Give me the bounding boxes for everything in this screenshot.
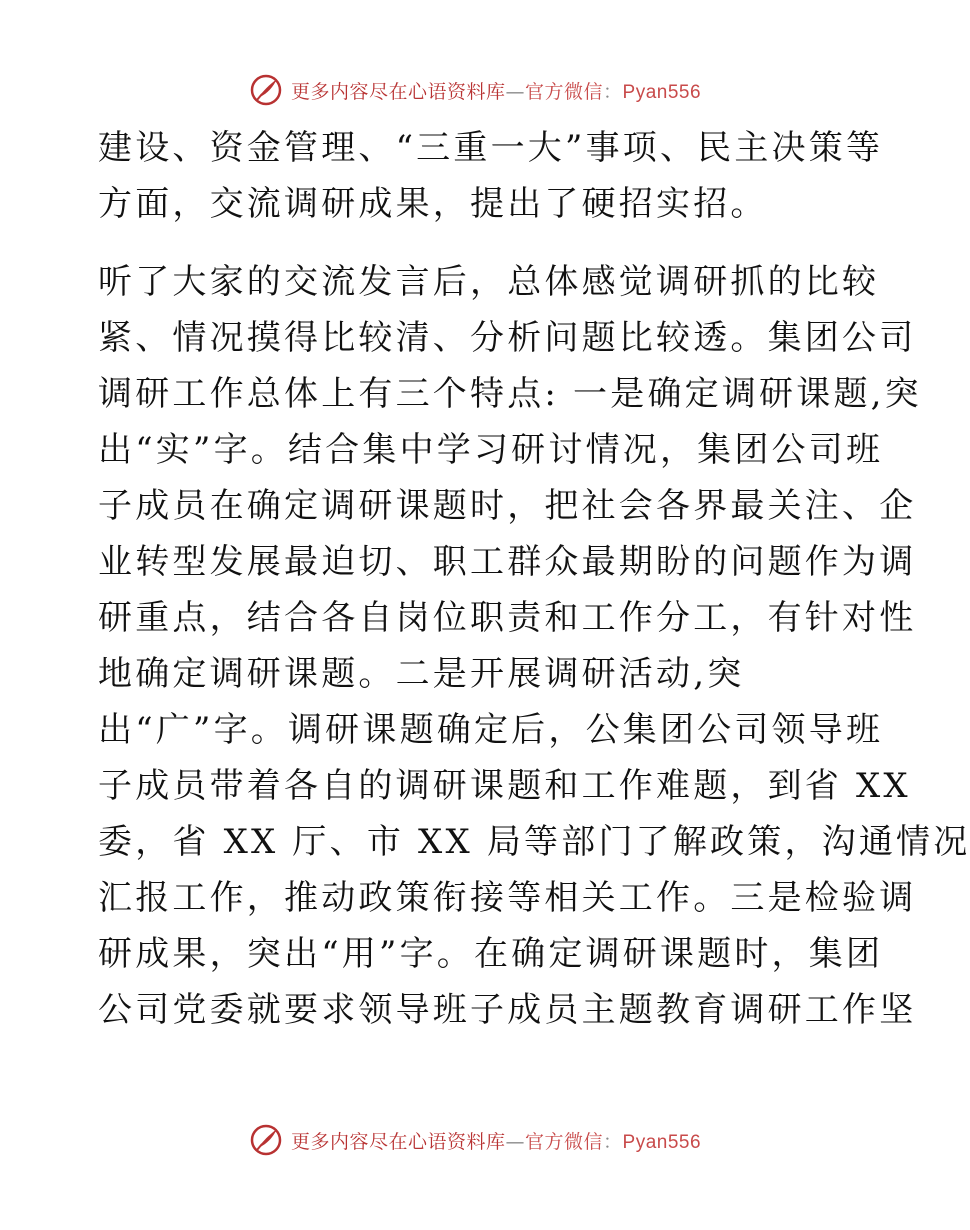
text-line: 委，省 XX 厅、市 XX 局等部门了解政策，沟通情况	[98, 822, 970, 862]
watermark-text	[291, 1127, 701, 1154]
text-line: 业转型发展最迫切、职工群众最期盼的问题作为调	[98, 542, 917, 582]
text-line: 地确定调研课题。二是开展调研活动,突	[98, 654, 745, 694]
watermark-separator: ：	[603, 1130, 623, 1153]
text-line: 紧、情况摸得比较清、分析问题比较透。集团公司	[98, 318, 917, 358]
text-line: 方面，交流调研成果，提出了硬招实招。	[98, 184, 768, 224]
text-line: 研重点，结合各自岗位职责和工作分工，有针对性	[98, 598, 917, 638]
text-line: 听了大家的交流发言后，总体感觉调研抓的比较	[98, 262, 880, 302]
paragraph-spacer	[98, 232, 858, 254]
text-line: 调研工作总体上有三个特点: 一是确定调研课题,突	[98, 374, 922, 414]
watermark-separator: ：	[603, 80, 623, 103]
watermark-text	[291, 77, 701, 104]
feather-logo-icon	[249, 73, 283, 107]
text-line: 研成果，突出“用”字。在确定调研课题时，集团	[98, 934, 884, 974]
watermark-main: 更多内容尽在心语资料库	[290, 80, 506, 103]
paragraph	[98, 120, 884, 232]
document-body	[98, 120, 970, 1038]
watermark-wechat-label: 官方微信	[524, 80, 603, 103]
watermark-wechat-id: Pyan556	[622, 81, 702, 103]
text-line: 公司党委就要求领导班子成员主题教育调研工作坚	[98, 990, 917, 1030]
watermark-wechat-label: 官方微信	[524, 1130, 603, 1153]
text-line: 出“广”字。调研课题确定后，公集团公司领导班	[98, 710, 884, 750]
footer-watermark	[0, 1120, 950, 1160]
text-line: 建设、资金管理、“三重一大”事项、民主决策等	[98, 128, 884, 168]
watermark-wechat-id: Pyan556	[622, 1131, 702, 1153]
text-line: 汇报工作，推动政策衔接等相关工作。三是检验调	[98, 878, 917, 918]
watermark-dash: —	[505, 80, 525, 103]
text-line: 子成员在确定调研课题时，把社会各界最关注、企	[98, 486, 917, 526]
header-watermark	[0, 70, 950, 110]
paragraph	[98, 254, 970, 1038]
watermark-dash: —	[505, 1130, 525, 1153]
text-line: 出“实”字。结合集中学习研讨情况，集团公司班	[98, 430, 884, 470]
text-line: 子成员带着各自的调研课题和工作难题，到省 XX	[98, 766, 911, 806]
feather-logo-icon	[249, 1123, 283, 1157]
watermark-main: 更多内容尽在心语资料库	[290, 1130, 506, 1153]
